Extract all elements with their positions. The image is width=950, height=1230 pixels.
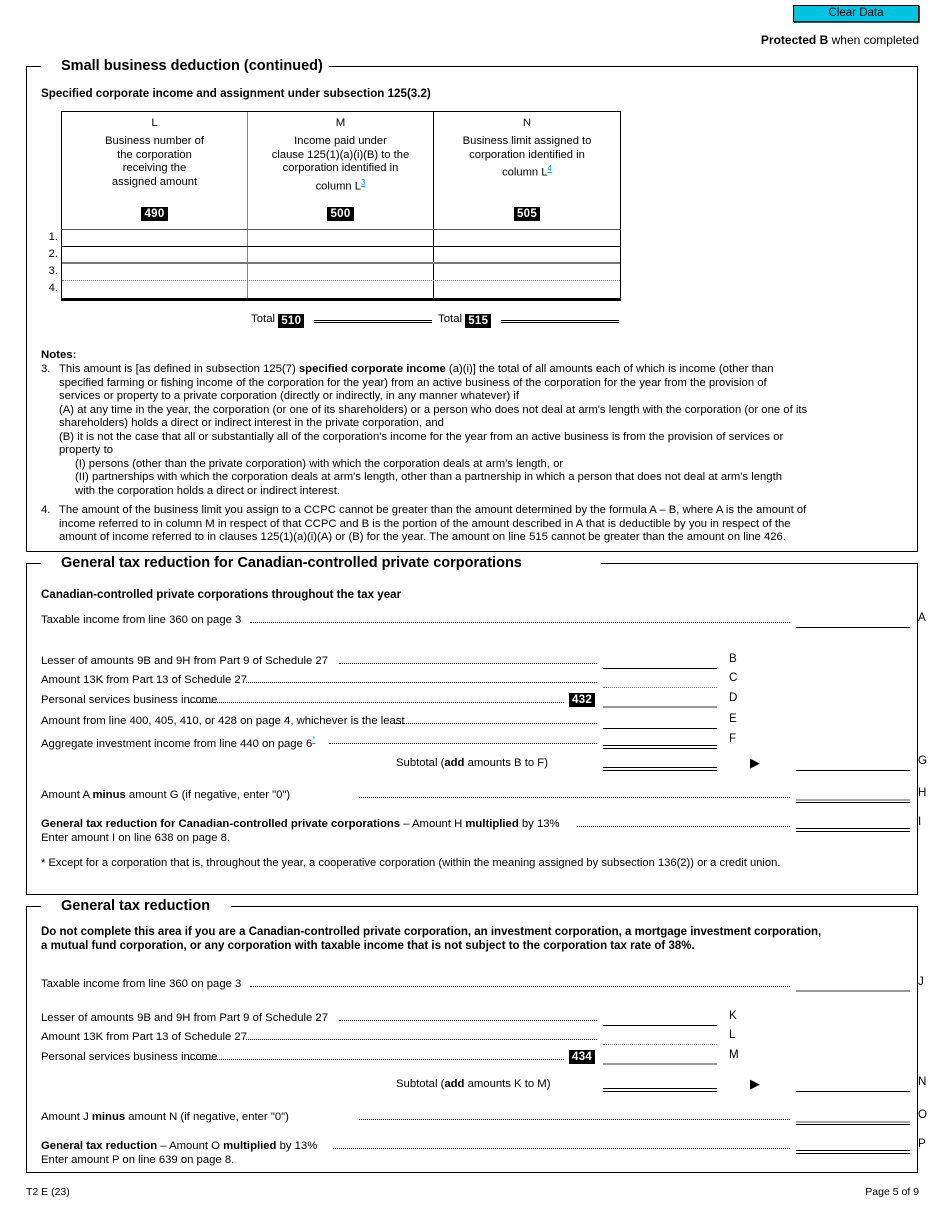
column-M-line-4-wrap [248, 176, 433, 194]
row-I-post: by 13% [518, 818, 560, 830]
table-row [48, 230, 620, 247]
gtr-subtotal-input[interactable] [603, 1088, 717, 1092]
leader-dots [339, 663, 597, 664]
row-number-3: 3. [48, 265, 58, 277]
gtr-ccpc-row-C [41, 673, 907, 689]
column-N-line-3-wrap [434, 162, 620, 180]
gtr-row-K [41, 1011, 907, 1027]
leader-dots [189, 1059, 564, 1060]
cell-row4-col-L[interactable] [62, 281, 248, 298]
column-N-line-2: corporation identified in [469, 148, 585, 161]
subtotal-bold: add [444, 757, 465, 769]
cell-row1-col-L[interactable] [62, 230, 248, 246]
table-column-L [62, 112, 248, 229]
gtr-ccpc-row-E-letter: E [729, 712, 737, 725]
transfer-arrow-icon: ▶ [750, 1076, 760, 1091]
gtr-row-J [41, 975, 924, 993]
table-row [48, 281, 620, 298]
gtr-ccpc-subtotal-G [41, 754, 928, 772]
column-L-line-2: the corporation [117, 148, 192, 161]
leader-dots [250, 622, 790, 623]
leader-dots [394, 723, 597, 724]
gtr-ccpc-row-D [41, 693, 907, 709]
leader-dots [189, 702, 564, 703]
gtr-row-J-label: Taxable income from line 360 on page 3 [41, 978, 242, 990]
cell-row2-col-M[interactable] [248, 247, 434, 262]
cell-row4-col-N[interactable] [434, 281, 620, 298]
notes-title: Notes: [41, 349, 77, 361]
protected-b-suffix: when completed [828, 33, 919, 47]
leader-dots [329, 743, 597, 744]
gtr-ccpc-row-C-input[interactable] [603, 684, 717, 688]
gtr-ccpc-row-D-label: Personal services business income [41, 694, 218, 706]
leader-dots [359, 1119, 790, 1120]
column-L-line-1: Business number of [105, 135, 204, 148]
table-row [48, 264, 620, 281]
gtr-row-O-label [41, 1111, 289, 1123]
column-L-line-3: receiving the [122, 162, 187, 175]
line-code-515: 515 [465, 314, 491, 328]
line-code-505: 505 [514, 207, 540, 221]
table-body [48, 229, 621, 301]
gtr-row-M-label: Personal services business income [41, 1051, 218, 1063]
row-H-bold: minus [92, 789, 126, 801]
table-row [48, 247, 620, 264]
cell-row2-col-N[interactable] [434, 247, 620, 262]
subtotal-post: amounts B to F) [464, 757, 548, 769]
column-L-code-wrap [62, 207, 247, 221]
column-M-line-4: column L [315, 180, 361, 193]
gtr-row-P-second-line: Enter amount P on line 639 on page 8. [41, 1154, 235, 1166]
note-4-number: 4. [41, 504, 51, 516]
leader-dots [577, 826, 790, 827]
gtr-ccpc-row-I-letter: I [918, 815, 922, 828]
row-P-post: by 13% [276, 1140, 318, 1152]
row-P-bold1: General tax reduction [41, 1140, 158, 1152]
column-N-code-wrap [434, 207, 620, 221]
note-3-line-7: property to [59, 444, 114, 456]
leader-dots [359, 797, 790, 798]
leader-dots [333, 1148, 790, 1149]
gtr-ccpc-subtotal-label [396, 757, 548, 769]
note-3-number: 3. [41, 363, 51, 375]
gtr-row-L [41, 1030, 907, 1046]
gtr-ccpc-row-H-label [41, 789, 290, 801]
section-title-gtr: General tax reduction [55, 898, 216, 914]
gtr-row-K-input[interactable] [603, 1022, 717, 1026]
cell-row3-col-N[interactable] [434, 264, 620, 280]
gtr-ccpc-row-B-label: Lesser of amounts 9B and 9H from Part 9 of Schedule 27 [41, 655, 328, 667]
leader-dots [246, 682, 597, 683]
gtr-row-M-letter: M [729, 1048, 739, 1061]
specified-corporate-income-table [48, 111, 621, 301]
gtr-row-K-letter: K [729, 1009, 737, 1022]
note-3-line-3: services or property to a private corporation (directly or indirectly, in any manner whatever) if [59, 390, 520, 402]
section-general-tax-reduction-ccpc [26, 555, 928, 895]
footer-form-id: T2 E (23) [26, 1186, 70, 1198]
protected-b-notice [761, 33, 919, 47]
footnote-marker-4-icon[interactable]: 4 [547, 164, 552, 174]
gtr-ccpc-row-F-label: Aggregate investment income from line 440 on page 6 [41, 737, 313, 750]
cell-row2-col-L[interactable] [62, 247, 248, 262]
gtr-row-N-letter: N [918, 1075, 927, 1088]
line-code-434: 434 [569, 1050, 595, 1064]
line-code-490: 490 [141, 207, 167, 221]
gtr-row-P [41, 1137, 926, 1169]
gtr-row-P-label [41, 1140, 317, 1152]
cell-row3-col-M[interactable] [248, 264, 434, 280]
gtr-ccpc-row-B [41, 654, 907, 670]
note-4-body [59, 504, 907, 545]
gtr-row-J-input[interactable] [796, 988, 910, 992]
row-O-pre: Amount J [41, 1111, 92, 1123]
gtr-warning-line-1: Do not complete this area if you are a Canadian-controlled private corporation, an investment corporation, a mortgage investment corporation, [41, 926, 822, 938]
gtr-ccpc-row-I-second-line: Enter amount I on line 638 on page 8. [41, 832, 231, 844]
table-bottom-border [62, 298, 620, 300]
total-510-input[interactable] [314, 320, 432, 323]
totals-row [61, 313, 661, 333]
row-I-bold2: multiplied [465, 818, 519, 830]
gtr-ccpc-subtitle-row [41, 587, 907, 603]
row-number-1: 1. [48, 231, 58, 243]
gtr-ccpc-row-F-letter: F [729, 732, 737, 745]
note-4 [41, 504, 907, 545]
note-4-line-2: income referred to in column M in respect of that CCPC and B is the portion of the amount described in A that is deductible by you in respect of the [59, 517, 791, 530]
gtr-subtotal-bold: add [444, 1078, 465, 1090]
note-3-body [59, 363, 907, 498]
row-number-2: 2. [48, 248, 58, 260]
note-3-line-8: (I) persons (other than the private corporation) with which the corporation deals at arm's length, or [75, 457, 564, 470]
gtr-row-M-input[interactable] [603, 1061, 717, 1065]
column-N-line-3: column L [502, 166, 548, 179]
row-number-4: 4. [48, 282, 58, 294]
column-L-line-4: assigned amount [111, 175, 198, 188]
gtr-ccpc-row-B-input[interactable] [603, 665, 717, 669]
row-I-bold1: General tax reduction for Canadian-controlled private corporations [41, 818, 401, 830]
gtr-ccpc-row-G-input[interactable] [796, 767, 910, 771]
table-column-M [248, 112, 434, 229]
note-3-line-10: with the corporation holds a direct or indirect interest. [75, 484, 340, 497]
gtr-row-N-input[interactable] [796, 1088, 910, 1092]
total-510-label: Total [251, 313, 276, 325]
gtr-ccpc-row-C-label: Amount 13K from Part 13 of Schedule 27 [41, 674, 247, 686]
gtr-ccpc-row-F-input[interactable] [603, 745, 717, 749]
cell-row3-col-L[interactable] [62, 264, 248, 280]
row-P-bold2: multiplied [223, 1140, 277, 1152]
gtr-row-J-letter: J [918, 975, 924, 988]
transfer-arrow-icon: ▶ [750, 755, 760, 770]
footnote-marker-asterisk-icon[interactable]: * [312, 735, 316, 744]
gtr-row-L-label: Amount 13K from Part 13 of Schedule 27 [41, 1031, 247, 1043]
gtr-ccpc-row-B-letter: B [729, 652, 737, 665]
leader-dots [246, 1039, 597, 1040]
gtr-ccpc-row-C-letter: C [729, 671, 738, 684]
gtr-ccpc-row-F-label-wrap [41, 735, 315, 750]
column-M-line-1: Income paid under [294, 135, 387, 148]
note-3-line-2: specified farming or fishing income of the corporation for the year) from an active business of the corporation for the year from the provision of [59, 376, 767, 389]
sbd-subtitle: Specified corporate income and assignment under subsection 125(3.2) [41, 87, 431, 100]
protected-b-label: Protected B [760, 33, 829, 47]
gtr-ccpc-row-H-letter: H [918, 786, 927, 799]
column-M-line-2: clause 125(1)(a)(i)(B) to the [271, 148, 410, 161]
gtr-ccpc-row-H-input[interactable] [796, 799, 910, 803]
note-3-line-9: (II) partnerships with which the corporation deals at arm's length, other than a partnership in which a person that does not deal at arm's length [75, 471, 782, 483]
gtr-ccpc-footnote: * Except for a corporation that is, throughout the year, a cooperative corporation (within the meaning assigned by subsection 136(2)) or a credit union. [41, 857, 781, 869]
gtr-row-K-label: Lesser of amounts 9B and 9H from Part 9 of Schedule 27 [41, 1012, 328, 1024]
gtr-ccpc-row-I-label [41, 818, 560, 830]
note-3 [41, 363, 907, 498]
gtr-ccpc-row-D-letter: D [729, 691, 738, 704]
total-515-group [438, 313, 619, 328]
gtr-warning [41, 925, 901, 953]
row-P-mid: – Amount O [157, 1140, 224, 1152]
gtr-ccpc-subtitle: Canadian-controlled private corporations throughout the tax year [41, 588, 402, 601]
cell-row1-col-N[interactable] [434, 230, 620, 246]
gtr-row-L-letter: L [729, 1028, 736, 1041]
note-3-line-5: shareholders) holds a direct or indirect interest in the private corporation, and [59, 417, 444, 429]
gtr-ccpc-row-A-input[interactable] [796, 624, 910, 628]
column-M-line-3: corporation identified in [282, 162, 399, 175]
gtr-subtotal-post: amounts K to M) [464, 1078, 551, 1090]
gtr-subtotal-label [396, 1078, 550, 1090]
gtr-ccpc-row-E-input[interactable] [603, 725, 717, 729]
row-H-post: amount G (if negative, enter "0") [125, 789, 291, 801]
gtr-warning-line-2: a mutual fund corporation, or any corporation with taxable income that is not subject to the corporation tax rate of 38%. [41, 940, 695, 952]
gtr-row-P-letter: P [918, 1137, 926, 1150]
gtr-row-O [41, 1108, 928, 1126]
gtr-row-M [41, 1050, 907, 1066]
table-header-row [61, 111, 621, 229]
gtr-ccpc-row-I-input[interactable] [796, 828, 910, 832]
gtr-ccpc-row-A-label: Taxable income from line 360 on page 3 [41, 614, 242, 626]
line-code-432: 432 [569, 693, 595, 707]
gtr-ccpc-row-E-label: Amount from line 400, 405, 410, or 428 on page 4, whichever is the least [41, 715, 405, 727]
gtr-ccpc-row-H [41, 786, 927, 804]
gtr-row-O-letter: O [918, 1108, 928, 1121]
row-H-pre: Amount A [41, 789, 93, 801]
note-4-line-1: The amount of the business limit you assign to a CCPC cannot be greater than the amount determined by the formula A – B, where A is the amount of [59, 504, 807, 516]
footnote-marker-3-icon[interactable]: 3 [360, 177, 366, 187]
table-column-N [434, 112, 620, 229]
gtr-ccpc-row-G-letter: G [918, 754, 928, 767]
line-code-510: 510 [278, 314, 304, 328]
note-3-line-1: This amount is [as defined in subsection 125(7) specified corporate income (a)(i)] the total of all amounts each of which is income (other than [59, 363, 774, 375]
cell-row1-col-M[interactable] [248, 230, 434, 246]
note-4-line-3: amount of income referred to in clauses 125(1)(a)(i)(A) or (B) for the year. The amount on line 515 cannot be greater than the amount on line 426. [59, 531, 786, 543]
top-bar [0, 0, 950, 56]
cell-row4-col-M[interactable] [248, 281, 434, 298]
column-letter-N: N [522, 117, 532, 129]
gtr-ccpc-row-D-input[interactable] [603, 704, 717, 708]
footer-page-number: Page 5 of 9 [865, 1186, 919, 1198]
section-general-tax-reduction [26, 898, 928, 1173]
column-M-code-wrap [248, 207, 433, 221]
row-O-post: amount N (if negative, enter "0") [125, 1111, 289, 1123]
gtr-subtotal-N [41, 1075, 927, 1093]
gtr-ccpc-row-F [41, 734, 907, 750]
row-I-mid: – Amount H [400, 818, 466, 830]
note-3-line-4: (A) at any time in the year, the corporation (or one of its shareholders) or a person who does not deal at arm's length with the corporation (or one of its [59, 403, 808, 416]
row-O-bold: minus [91, 1111, 126, 1123]
column-N-line-1: Business limit assigned to [462, 135, 592, 148]
gtr-ccpc-row-A-letter: A [918, 611, 926, 624]
gtr-subtotal-pre: Subtotal ( [396, 1078, 445, 1090]
gtr-row-P-input[interactable] [796, 1150, 910, 1154]
total-510-group [251, 313, 432, 328]
leader-dots [339, 1020, 597, 1021]
note-3-line-6: (B) it is not the case that all or substantially all of the corporation's income for the year from an active business is from the provision of services or [59, 430, 784, 443]
column-letter-M: M [335, 117, 346, 129]
leader-dots [250, 986, 790, 987]
total-515-input[interactable] [501, 320, 619, 323]
section-small-business-deduction [26, 58, 918, 552]
subtotal-pre: Subtotal ( [396, 757, 445, 769]
gtr-row-O-input[interactable] [796, 1121, 910, 1125]
section-title-gtr-ccpc: General tax reduction for Canadian-controlled private corporations [55, 555, 528, 571]
notes-block [41, 349, 907, 545]
total-515-label: Total [438, 313, 463, 325]
section-title-small-business-deduction: Small business deduction (continued) [55, 58, 329, 74]
clear-data-button[interactable]: Clear Data [793, 5, 919, 22]
line-code-500: 500 [327, 207, 353, 221]
gtr-ccpc-subtotal-input[interactable] [603, 767, 717, 771]
gtr-ccpc-row-E [41, 714, 907, 730]
gtr-row-L-input[interactable] [603, 1041, 717, 1045]
column-letter-L: L [151, 117, 158, 129]
gtr-ccpc-row-I [41, 815, 922, 847]
gtr-ccpc-row-A [41, 611, 926, 629]
